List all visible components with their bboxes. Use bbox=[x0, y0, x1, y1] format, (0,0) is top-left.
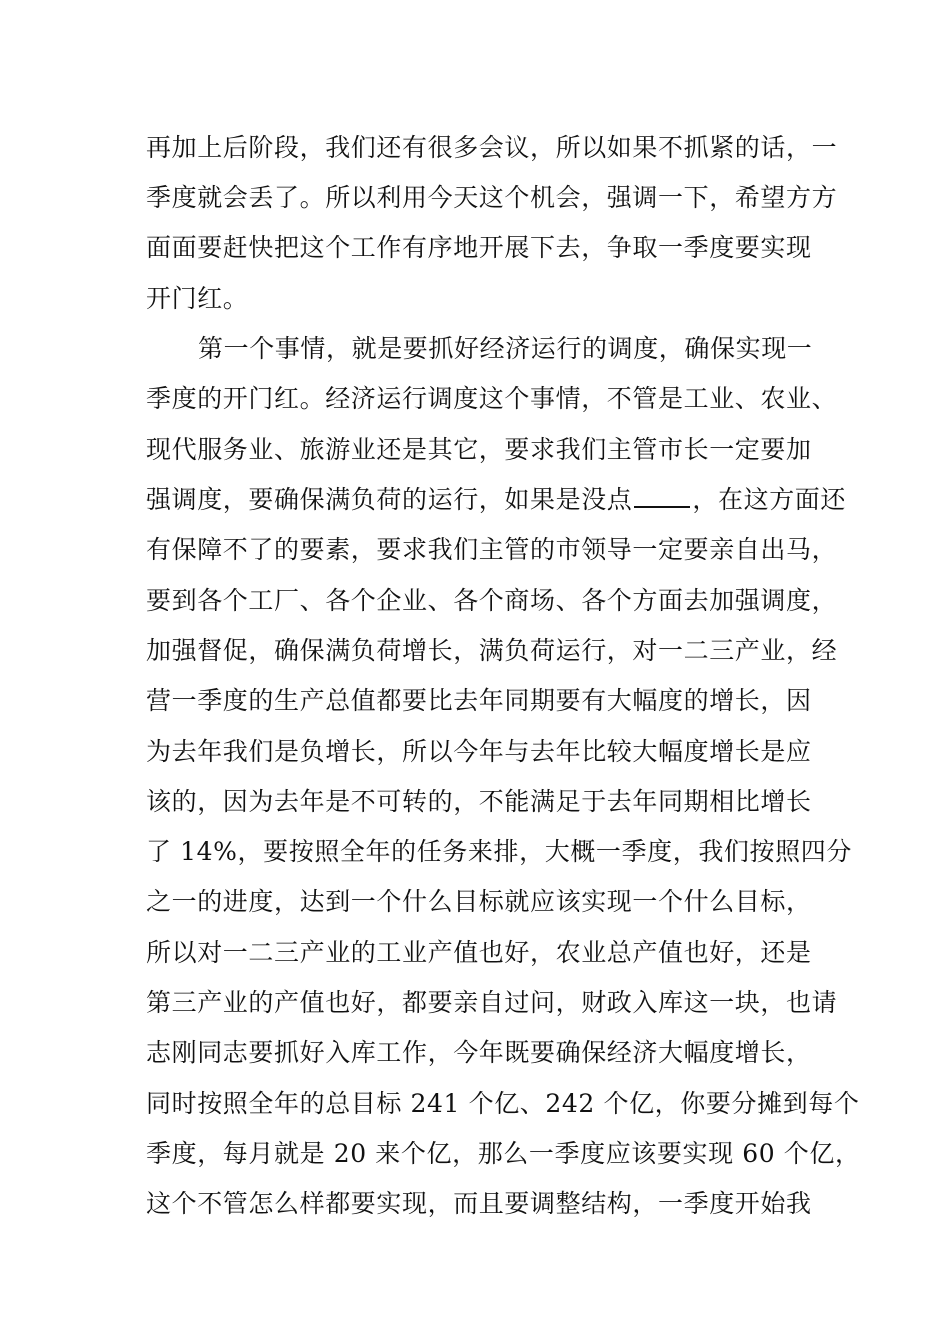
text-line: 为去年我们是负增长，所以今年与去年比较大幅度增长是应 bbox=[146, 737, 812, 766]
fill-in-blank bbox=[634, 486, 690, 508]
text-line: 季度的开门红。经济运行调度这个事情，不管是工业、农业、 bbox=[146, 384, 838, 413]
text-line: 季度就会丢了。所以利用今天这个机会，强调一下，希望方方 bbox=[146, 183, 838, 212]
text-line: 现代服务业、旅游业还是其它，要求我们主管市长一定要加 bbox=[146, 435, 812, 464]
text-line: 该的，因为去年是不可转的，不能满足于去年同期相比增长 bbox=[146, 787, 812, 816]
text-line: 同时按照全年的总目标 241 个亿、242 个亿，你要分摊到每个 bbox=[146, 1089, 860, 1118]
text-line: 再加上后阶段，我们还有很多会议，所以如果不抓紧的话，一 bbox=[146, 133, 838, 162]
text-line: 志刚同志要抓好入库工作，今年既要确保经济大幅度增长， bbox=[146, 1038, 812, 1067]
text-segment: 强调度，要确保满负荷的运行，如果是没点 bbox=[146, 485, 633, 514]
text-segment: ，在这方面还 bbox=[692, 485, 847, 514]
text-line: 有保障不了的要素，要求我们主管的市领导一定要亲自出马， bbox=[146, 535, 838, 564]
text-line: 面面要赶快把这个工作有序地开展下去，争取一季度要实现 bbox=[146, 233, 812, 262]
text-line: 这个不管怎么样都要实现，而且要调整结构，一季度开始我 bbox=[146, 1189, 812, 1218]
text-line: 营一季度的生产总值都要比去年同期要有大幅度的增长，因 bbox=[146, 686, 812, 715]
text-line: 了 14%，要按照全年的任务来排，大概一季度，我们按照四分 bbox=[146, 837, 852, 866]
text-line: 第一个事情，就是要抓好经济运行的调度，确保实现一 bbox=[198, 334, 813, 363]
text-line: 第三产业的产值也好，都要亲自过问，财政入库这一块，也请 bbox=[146, 988, 838, 1017]
text-line-with-blank bbox=[146, 485, 846, 515]
text-line: 要到各个工厂、各个企业、各个商场、各个方面去加强调度， bbox=[146, 586, 838, 615]
text-line: 所以对一二三产业的工业产值也好，农业总产值也好，还是 bbox=[146, 938, 812, 967]
text-line: 加强督促，确保满负荷增长，满负荷运行，对一二三产业，经 bbox=[146, 636, 838, 665]
text-line: 季度，每月就是 20 来个亿，那么一季度应该要实现 60 个亿， bbox=[146, 1139, 861, 1168]
text-line: 之一的进度，达到一个什么目标就应该实现一个什么目标， bbox=[146, 887, 812, 916]
text-line: 开门红。 bbox=[146, 284, 249, 313]
